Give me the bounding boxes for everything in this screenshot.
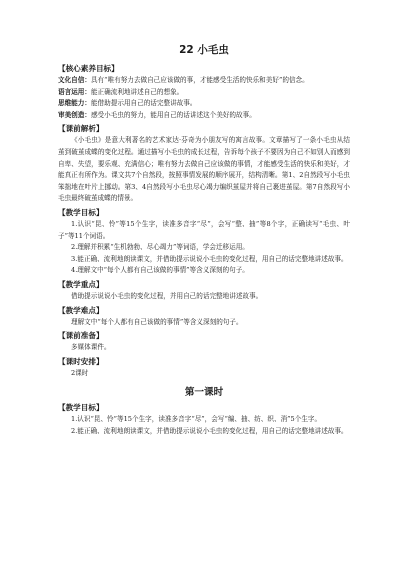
page-title: 22 小毛虫 bbox=[179, 44, 229, 56]
heading-difficulty: 【教学难点】 bbox=[58, 305, 104, 315]
schedule-text: 2课时 bbox=[71, 368, 89, 377]
core-item bbox=[58, 87, 350, 99]
lesson-goal-item: 2.能正确、流利地朗读课文，并借助提示说说小毛虫的变化过程，用自己的话完整地讲述故事。 bbox=[71, 426, 348, 435]
heading-core-goals: 【核心素养目标】 bbox=[58, 64, 119, 73]
core-text: 能借助提示用自己的话完整讲故事。 bbox=[90, 99, 197, 108]
goal-item: 2.理解并积累“生机勃勃、尽心竭力”等词语，学会迁移运用。 bbox=[71, 243, 249, 252]
heading-analysis: 【课前解析】 bbox=[58, 124, 104, 134]
core-text: 能正确流利地讲述自己的想象。 bbox=[90, 87, 184, 96]
goal-item: 1.认识“昆、怜”等15个生字，读准多音字“尽”，会写“整、抽”等8个字，正确读写“毛虫、叶子”等11个词语。 bbox=[58, 219, 350, 240]
preparation-text: 多媒体课件。 bbox=[71, 343, 111, 352]
analysis-paragraph: 《小毛虫》是意大利著名的艺术家达·芬奇为小朋友写的寓言故事。文章描写了一条小毛虫从结茧到破茧成蝶的变化过程。通过描写小毛虫的成长过程，告诉每个孩子不要因为自己不如别人而感到自卑、失望，要乐观、充满信心；唯有努力去做自己应该做的事情，才能感受生活的快乐和美好，才能真正有所作为。课文共7个自然段，按照事情发展的顺序展开，结构清晰。第1、2自然段写小毛虫笨拙地在叶片上挪动。第3、4自然段写小毛虫尽心竭力编织茧屋并将自己裹进茧屋。第7自然段写小毛虫最终破茧成蝶的情景。 bbox=[58, 136, 350, 203]
lesson-title: 第一课时 bbox=[184, 387, 224, 399]
core-item bbox=[58, 98, 350, 110]
goal-item: 3.能正确、流利地朗读课文，并借助提示说说小毛虫的变化过程，用自己的话完整地讲述故事。 bbox=[71, 254, 348, 263]
core-label: 文化自信： bbox=[58, 76, 91, 84]
lesson-goal-item: 1.认识“昆、怜”等15个生字，读准多音字“尽”，会写“编、抽、纺、织、消”5个生字。 bbox=[71, 415, 322, 424]
core-label: 审美创造： bbox=[58, 110, 91, 119]
heading-lesson-goals: 【教学目标】 bbox=[58, 403, 104, 413]
heading-schedule: 【课时安排】 bbox=[58, 356, 104, 366]
core-label: 语言运用： bbox=[58, 87, 91, 96]
core-text: 感受小毛虫的努力，能用自己的话讲述这个美好的故事。 bbox=[90, 110, 256, 119]
core-item bbox=[58, 110, 350, 122]
core-text: 具有“唯有努力去做自己应该做的事，才能感受生活的快乐和美好”的信念。 bbox=[90, 76, 309, 84]
key-point-text: 借助提示说说小毛虫的变化过程，并用自己的话完整地讲述故事。 bbox=[71, 291, 263, 300]
core-label: 思维能力： bbox=[58, 99, 91, 108]
goal-item: 4.理解文中“每个人都有自己该做的事情”等含义深刻的句子。 bbox=[71, 266, 249, 275]
heading-teaching-goals: 【教学目标】 bbox=[58, 207, 104, 217]
heading-preparation: 【课前准备】 bbox=[58, 331, 104, 341]
heading-key-point: 【教学重点】 bbox=[58, 279, 104, 289]
core-item bbox=[58, 75, 350, 87]
difficulty-text: 理解文中“每个人都有自己该做的事情”等含义深刻的句子。 bbox=[71, 317, 243, 326]
